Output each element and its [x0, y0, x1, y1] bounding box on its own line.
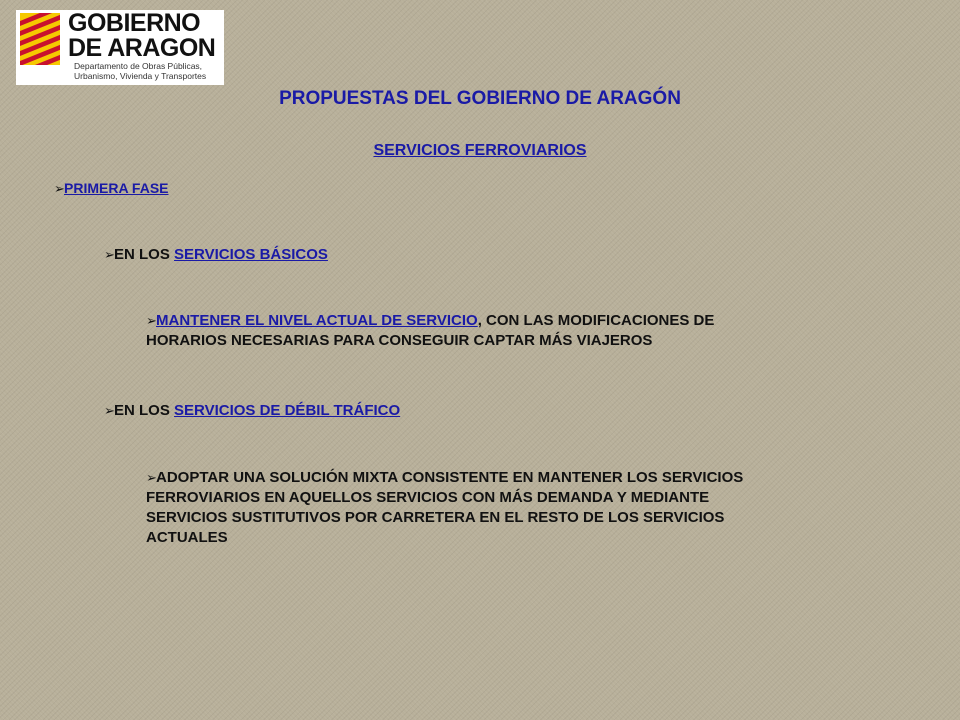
page-title: PROPUESTAS DEL GOBIERNO DE ARAGÓN	[279, 88, 681, 109]
mantener-line-1	[146, 311, 714, 331]
mantener-rest-text: , CON LAS MODIFICACIONES DE	[477, 312, 715, 329]
debil-trafico-prefix: EN LOS	[114, 402, 175, 419]
logo-dept-line-2: Urbanismo, Vivienda y Transportes	[74, 71, 207, 81]
adoptar-line-3: SERVICIOS SUSTITUTIVOS POR CARRETERA EN EL RESTO DE LOS SERVICIOS	[146, 509, 725, 526]
arrow-bullet-icon: ➢	[104, 403, 115, 418]
link-primera-fase[interactable]: PRIMERA FASE	[64, 180, 169, 196]
logo-line-2: DE ARAGON	[68, 34, 216, 62]
arrow-bullet-icon: ➢	[54, 181, 65, 196]
logo-line-1: GOBIERNO	[68, 9, 201, 37]
link-servicios-basicos[interactable]: SERVICIOS BÁSICOS	[174, 246, 328, 263]
list-item-servicios-debil-trafico	[104, 401, 400, 421]
adoptar-line-1	[146, 468, 743, 488]
arrow-bullet-icon: ➢	[104, 247, 115, 262]
logo-dept-line-1: Departamento de Obras Públicas,	[74, 61, 203, 71]
logo-department	[74, 61, 206, 81]
aragon-flag-icon	[20, 13, 60, 65]
list-item-primera-fase	[54, 178, 169, 199]
list-item-servicios-basicos	[104, 245, 328, 265]
arrow-bullet-icon: ➢	[146, 470, 157, 485]
arrow-bullet-icon: ➢	[146, 313, 157, 328]
adoptar-line-2: FERROVIARIOS EN AQUELLOS SERVICIOS CON MÁS DEMANDA Y MEDIANTE	[146, 489, 710, 506]
link-servicios-debil-trafico[interactable]: SERVICIOS DE DÉBIL TRÁFICO	[174, 402, 401, 419]
mantener-line-2: HORARIOS NECESARIAS PARA CONSEGUIR CAPTAR MÁS VIAJEROS	[146, 332, 653, 349]
servicios-basicos-prefix: EN LOS	[114, 246, 175, 263]
list-item-adoptar-solucion	[146, 468, 743, 548]
logo-wordmark	[68, 11, 215, 61]
adoptar-line-1-text: ADOPTAR UNA SOLUCIÓN MIXTA CONSISTENTE EN MANTENER LOS SERVICIOS	[156, 469, 744, 486]
link-mantener-nivel[interactable]: MANTENER EL NIVEL ACTUAL DE SERVICIO	[156, 312, 478, 329]
list-item-mantener-nivel	[146, 311, 714, 351]
gobierno-aragon-logo	[16, 10, 224, 85]
adoptar-line-4: ACTUALES	[146, 529, 228, 546]
section-link-servicios-ferroviarios[interactable]: SERVICIOS FERROVIARIOS	[373, 142, 587, 159]
